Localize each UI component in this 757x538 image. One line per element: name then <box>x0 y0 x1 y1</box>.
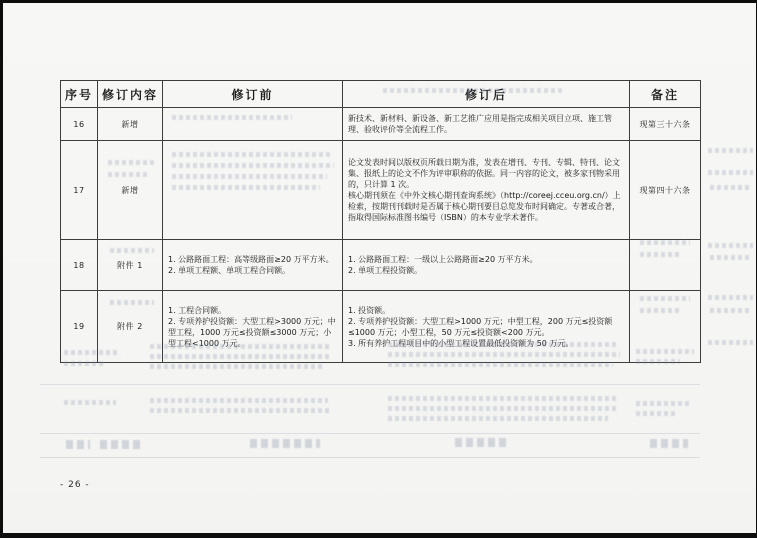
bleed-through-mark <box>40 457 700 458</box>
bleed-through-mark <box>708 170 753 175</box>
bleed-through-mark <box>636 401 691 406</box>
bleed-through-mark <box>455 438 510 447</box>
bleed-through-mark <box>708 148 753 153</box>
page-number: - 26 - <box>60 480 90 490</box>
header-remark: 备注 <box>630 81 701 108</box>
header-no: 序号 <box>61 81 98 108</box>
before-paragraph: 2. 专项养护投资额：大型工程>3000 万元；中型工程，1000 万元≤投资额≤3000 万元；小型工程<1000 万元。 <box>168 316 336 348</box>
after-paragraph: 2. 专项养护投资额：大型工程>1000 万元；中型工程，200 万元≤投资额≤1000 万元；小型工程，50 万元≤投资额<200 万元。 <box>348 316 613 337</box>
table-row-18 <box>61 240 701 291</box>
bleed-through-mark <box>150 398 328 403</box>
bleed-through-mark <box>64 400 116 405</box>
cell-content: 附件 2 <box>98 291 163 363</box>
cell-content: 附件 1 <box>98 240 163 291</box>
table-header-row <box>61 81 701 108</box>
bleed-through-mark <box>66 440 90 449</box>
bleed-through-mark <box>388 416 608 421</box>
cell-before <box>163 291 343 363</box>
cell-content: 新增 <box>98 108 163 141</box>
document-sheet <box>3 3 756 533</box>
table-row-17 <box>61 141 701 240</box>
after-paragraph: 论文发表时间以版权页所载日期为准，发表在增刊、专刊、专辑、特刊、论文集、报纸上的论文不作为评审职称的依据。同一内容的论文，被多家刊物采用的，只计算 1 次。 <box>348 158 620 189</box>
after-paragraph: 核心期刊须在《中外文核心期刊查询系统》（http://coreej.cceu.org.cn/）上检索，按期刊刊载时是否属于核心期刊要目总览发布时间确定。专著或合著，指取得国际标准图书编号（ISBN）的本专业学术著作。 <box>348 191 621 222</box>
cell-before <box>163 141 343 240</box>
cell-remark <box>630 240 701 291</box>
before-paragraph: 2. 单项工程额、单项工程合同额。 <box>168 266 291 275</box>
bleed-through-mark <box>388 406 618 411</box>
bleed-through-mark <box>650 439 688 448</box>
bleed-through-mark <box>710 255 750 260</box>
cell-remark: 现第四十六条 <box>630 141 701 240</box>
cell-no: 16 <box>61 108 98 141</box>
bleed-through-mark <box>40 384 700 385</box>
cell-no: 17 <box>61 141 98 240</box>
bleed-through-mark <box>250 439 320 448</box>
cell-remark <box>630 291 701 363</box>
cell-after <box>343 141 630 240</box>
bleed-through-mark <box>708 295 753 300</box>
bleed-through-mark <box>40 433 700 434</box>
bleed-through-mark <box>708 243 753 248</box>
cell-after <box>343 291 630 363</box>
cell-no: 18 <box>61 240 98 291</box>
bleed-through-mark <box>150 408 330 413</box>
header-content: 修订内容 <box>98 81 163 108</box>
bleed-through-mark <box>388 396 616 401</box>
after-paragraph: 3. 所有养护工程项目中的小型工程设置最低投资额为 50 万元。 <box>348 338 574 348</box>
bleed-through-mark <box>100 440 144 449</box>
after-paragraph: 1. 投资额。 <box>348 305 391 315</box>
before-paragraph: 1. 工程合同额。 <box>168 305 227 315</box>
cell-remark: 现第三十六条 <box>630 108 701 141</box>
bleed-through-mark <box>710 308 750 313</box>
bleed-through-mark <box>708 340 753 345</box>
before-paragraph: 1. 公路路面工程：高等级路面≥20 万平方米。 <box>168 255 334 264</box>
revision-table <box>60 80 701 363</box>
after-paragraph: 1. 公路路面工程：一级以上公路路面≥20 万平方米。 <box>348 255 538 264</box>
cell-content: 新增 <box>98 141 163 240</box>
bleed-through-mark <box>636 411 676 416</box>
after-paragraph: 2. 单项工程投资额。 <box>348 266 423 275</box>
bleed-through-mark <box>150 364 325 369</box>
cell-before <box>163 240 343 291</box>
after-paragraph: 新技术、新材料、新设备、新工艺推广应用是指完成相关项目立项、施工管理、验收评价等全流程工作。 <box>348 114 612 134</box>
cell-no: 19 <box>61 291 98 363</box>
cell-after <box>343 108 630 141</box>
table-row-19 <box>61 291 701 363</box>
table-row-16 <box>61 108 701 141</box>
cell-after <box>343 240 630 291</box>
bleed-through-mark <box>710 185 750 190</box>
header-after: 修订后 <box>343 81 630 108</box>
cell-before <box>163 108 343 141</box>
header-before: 修订前 <box>163 81 343 108</box>
